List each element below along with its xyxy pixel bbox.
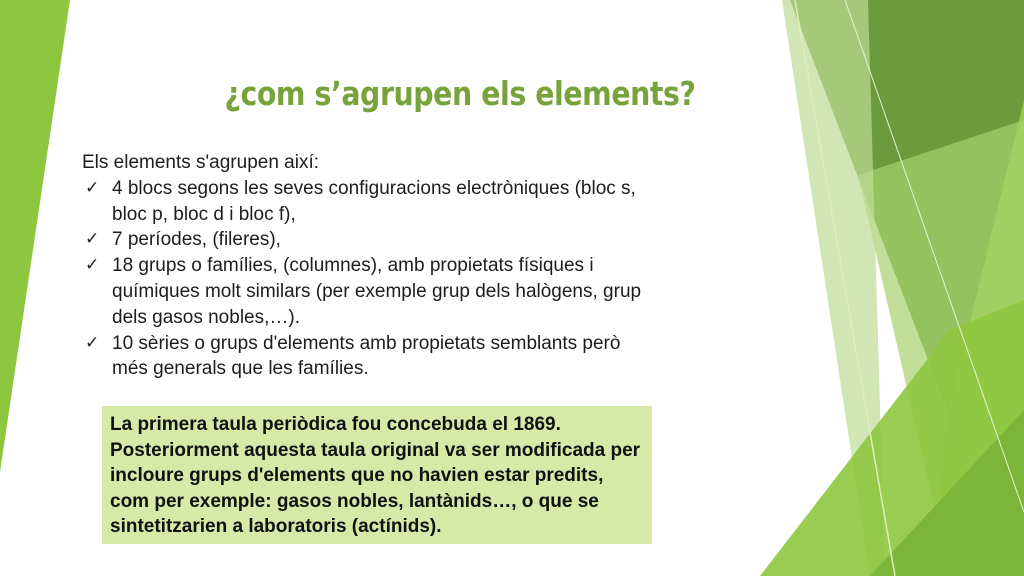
bullet-list xyxy=(82,176,642,382)
list-item-text: 4 blocs segons les seves configuracions electròniques (bloc s, bloc p, bloc d i bloc f), xyxy=(112,177,636,225)
checkmark-icon: ✓ xyxy=(85,255,100,276)
list-item-text: 18 grups o famílies, (columnes), amb propietats físiques i químiques molt similars (per exemple grup dels halògens, grup dels gasos nobles,…). xyxy=(112,255,642,328)
list-item xyxy=(82,227,642,253)
intro-text: Els elements s'agrupen així: xyxy=(82,152,320,173)
list-item xyxy=(82,176,642,228)
checkmark-icon: ✓ xyxy=(85,229,100,250)
page-title: ¿com s’agrupen els elements? xyxy=(224,74,696,113)
list-item xyxy=(82,253,642,330)
list-item-text: 7 períodes, (fileres), xyxy=(112,229,281,251)
highlight-note-box: La primera taula periòdica fou concebuda el 1869. Posteriorment aquesta taula original va ser modificada per incloure grups d'elements que no havien estar predits, com per exemple: gasos nobles, lantànids…, o que se sintetitzarien a laboratoris (actínids). xyxy=(102,406,652,544)
list-item-text: 10 sèries o grups d'elements amb propietats semblants però més generals que les famílies. xyxy=(112,332,621,380)
checkmark-icon: ✓ xyxy=(85,177,100,198)
main-content xyxy=(82,150,642,382)
list-item xyxy=(82,331,642,383)
checkmark-icon: ✓ xyxy=(85,332,100,353)
